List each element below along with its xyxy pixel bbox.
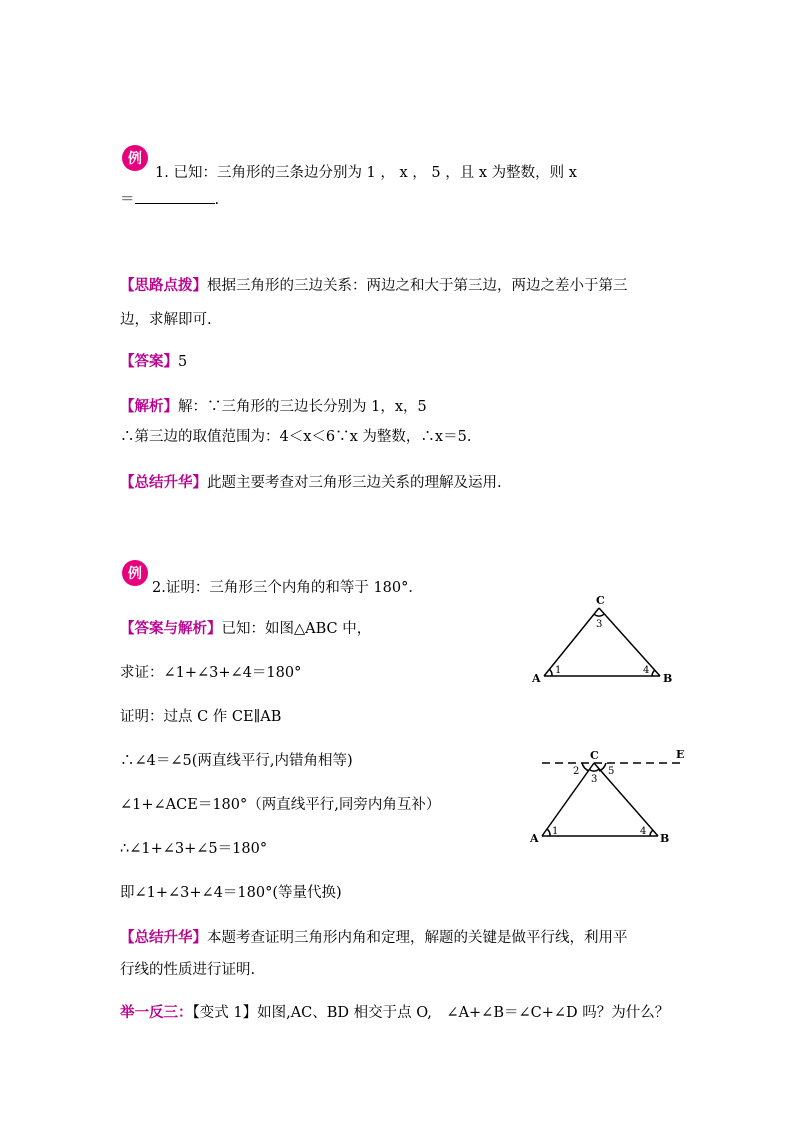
vertex-c-label: C — [596, 594, 605, 607]
vertex-b-label: B — [660, 832, 670, 843]
analysis-line2: ∴第三边的取值范围为：4＜x＜6∵x 为整数，∴x＝5. — [120, 429, 472, 445]
answer-value: 5 — [178, 354, 188, 370]
example-badge-icon — [120, 558, 150, 588]
angle-4-label: 4 — [640, 826, 647, 837]
vertex-c-label: C — [590, 749, 599, 762]
point-e-label: E — [676, 748, 685, 761]
answer-analysis-tag: 【答案与解析】 — [120, 620, 222, 637]
proof-line1: 求证：∠1+∠3+∠4＝180° — [120, 665, 302, 681]
answer-tag: 【答案】 — [120, 353, 178, 370]
angle-5-label: 5 — [608, 766, 615, 777]
example1-question-line2 — [120, 189, 219, 210]
proof-line2: 证明：过点 C 作 CE∥AB — [120, 709, 282, 725]
angle-1-label: 1 — [552, 826, 559, 837]
angle-2-label: 2 — [573, 766, 580, 777]
vertex-b-label: B — [663, 672, 673, 685]
variant-label: 【变式 1】 — [192, 1005, 258, 1021]
summary1-text: 此题主要考查对三角形三边关系的理解及运用. — [207, 475, 502, 491]
analysis-tag: 【解析】 — [120, 398, 178, 415]
answer-blank — [135, 189, 215, 204]
proof-line3: ∴∠4＝∠5(两直线平行,内错角相等) — [120, 753, 353, 769]
hint-line1 — [120, 276, 628, 296]
variant-colon: ： — [178, 1004, 193, 1021]
angle-4-label: 4 — [643, 665, 650, 676]
proof-line5: ∴∠1+∠3+∠5＝180° — [120, 841, 268, 857]
triangle-figure-2 — [528, 738, 693, 843]
example-badge-icon — [120, 143, 150, 173]
proof-line4: ∠1+∠ACE＝180°（两直线平行,同旁内角互补） — [120, 797, 441, 813]
vertex-a-label: A — [532, 672, 541, 685]
answer-line — [120, 352, 187, 372]
badge-char: 例 — [128, 151, 142, 167]
example1-question-line1: 1. 已知：三角形的三条边分别为 1 ， x ， 5 ，且 x 为整数，则 x — [155, 165, 577, 181]
angle-3-label: 3 — [596, 619, 603, 630]
variant-text: 如图,AC、BD 相交于点 O, ∠A+∠B＝∠C+∠D 吗？为什么？ — [257, 1005, 670, 1021]
summary1-tag: 【总结升华】 — [120, 474, 207, 491]
hint-text1: 根据三角形的三边关系：两边之和大于第三边，两边之差小于第三 — [207, 278, 628, 294]
angle-1-label: 1 — [555, 665, 562, 676]
example2-question: 2.证明：三角形三个内角的和等于 180°． — [152, 580, 423, 596]
triangle-figure-1 — [530, 590, 680, 690]
analysis-text1: 解：∵三角形的三边长分别为 1，x，5 — [178, 399, 427, 415]
period: . — [214, 192, 220, 208]
summary2-line1 — [120, 928, 628, 948]
hint-line2: 边，求解即可. — [120, 312, 212, 328]
answer-analysis-text: 已知：如图△ABC 中， — [221, 621, 372, 637]
equals-sign: ＝ — [120, 192, 135, 208]
hint-tag: 【思路点拨】 — [120, 277, 207, 294]
variant-line — [120, 1003, 669, 1023]
variant-tag: 举一反三 — [120, 1004, 178, 1021]
summary1-line — [120, 473, 502, 493]
vertex-a-label: A — [530, 832, 539, 843]
analysis-line1 — [120, 397, 427, 417]
summary2-line2: 行线的性质进行证明. — [120, 962, 256, 978]
badge-char: 例 — [128, 566, 142, 582]
summary2-text1: 本题考查证明三角形内角和定理，解题的关键是做平行线，利用平 — [207, 930, 628, 946]
proof-line6: 即∠1+∠3+∠4＝180°(等量代换) — [120, 885, 342, 901]
answer-analysis-line — [120, 619, 371, 639]
angle-3-label: 3 — [591, 774, 598, 785]
summary2-tag: 【总结升华】 — [120, 929, 207, 946]
